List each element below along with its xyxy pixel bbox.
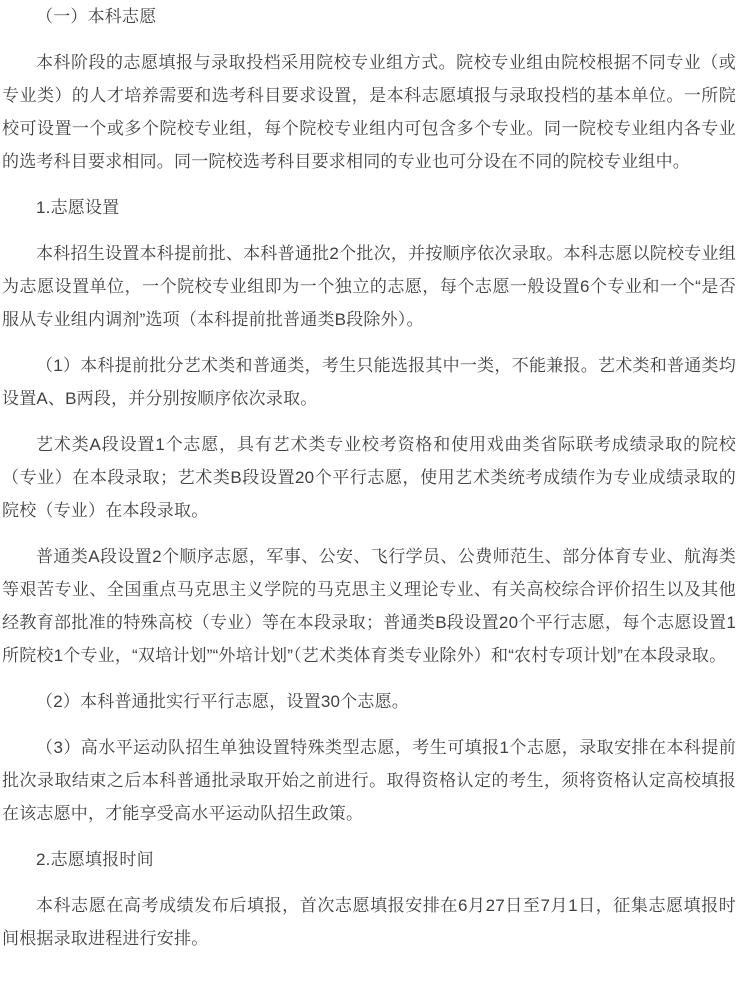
section-heading-benke-zhiyuan: （一）本科志愿 [36,7,157,26]
paragraph-item-1-tiqianpi: （1）本科提前批分艺术类和普通类，考生只能选报其中一类，不能兼报。艺术类和普通类均设置A、B两段，并分别按顺序依次录取。 [2,356,736,408]
subsection-heading-tianbao-shijian: 2.志愿填报时间 [36,850,154,869]
subsection-heading-zhiyuan-shezhi: 1.志愿设置 [36,198,120,217]
paragraph-putonglei-ab-duan: 普通类A段设置2个顺序志愿，军事、公安、飞行学员、公费师范生、部分体育专业、航海类等艰苦专业、全国重点马克思主义学院的马克思主义理论专业、有关高校综合评价招生以及其他经教育部批准的特殊高校（专业）等在本段录取；普通类B段设置20个平行志愿，每个志愿设置1所院校1个专业，“双培计划”“外培计划”（艺术类体育类专业除外）和“农村专项计划”在本段录取。 [2,547,736,665]
paragraph-pici-shezhi: 本科招生设置本科提前批、本科普通批2个批次，并按顺序依次录取。本科志愿以院校专业组为志愿设置单位，一个院校专业组即为一个独立的志愿，每个志愿一般设置6个专业和一个“是否服从专业组内调剂”选项（本科提前批普通类B段除外）。 [2,244,736,329]
paragraph-yuanxiao-zhuanyezu-intro: 本科阶段的志愿填报与录取投档采用院校专业组方式。院校专业组由院校根据不同专业（或专业类）的人才培养需要和选考科目要求设置，是本科志愿填报与录取投档的基本单位。一所院校可设置一个或多个院校专业组，每个院校专业组内可包含多个专业。同一院校专业组内各专业的选考科目要求相同。同一院校选考科目要求相同的专业也可分设在不同的院校专业组中。 [2,53,736,171]
paragraph-tianbao-shijian: 本科志愿在高考成绩发布后填报，首次志愿填报安排在6月27日至7月1日，征集志愿填报时间根据录取进程进行安排。 [2,896,736,948]
paragraph-item-2-putongpi: （2）本科普通批实行平行志愿，设置30个志愿。 [36,692,409,711]
paragraph-item-3-gaoshuiping-yundongdui: （3）高水平运动队招生单独设置特殊类型志愿，考生可填报1个志愿，录取安排在本科提前批次录取结束之后本科普通批录取开始之前进行。取得资格认定的考生，须将资格认定高校填报在该志愿中，才能享受高水平运动队招生政策。 [2,738,736,823]
paragraph-yishulei-ab-duan: 艺术类A段设置1个志愿，具有艺术类专业校考资格和使用戏曲类省际联考成绩录取的院校（专业）在本段录取；艺术类B段设置20个平行志愿，使用艺术类统考成绩作为专业成绩录取的院校（专业）在本段录取。 [2,435,736,520]
